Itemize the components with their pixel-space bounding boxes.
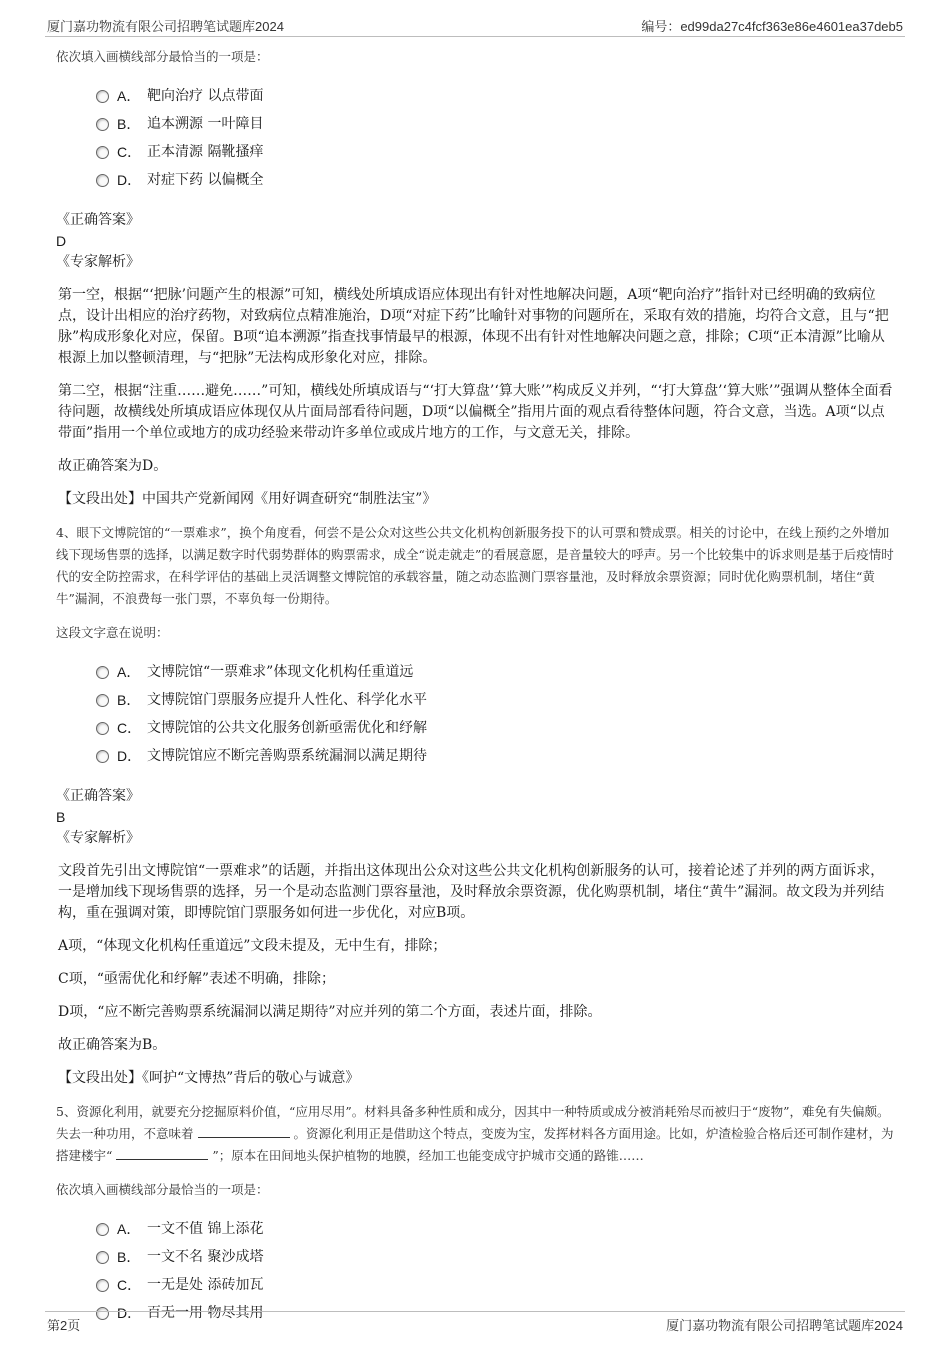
option-letter: A． [117,664,141,680]
page-footer [45,1311,905,1336]
page-content [56,46,896,1343]
q3-option-c[interactable] [96,138,896,166]
q3-option-b[interactable] [96,110,896,138]
radio-icon[interactable] [96,174,109,187]
q4-prompt: 这段文字意在说明： [56,625,169,640]
option-letter: D． [117,172,142,188]
q3-analysis-tag: 《专家解析》 [56,254,140,270]
q5-option-a[interactable] [96,1215,896,1243]
q5-question [56,1101,896,1167]
option-text: 文博院馆“一票难求”体现文化机构任重道远 [147,664,414,680]
option-letter: A． [117,1221,141,1237]
q3-analysis-p2: 第二空，根据“注重……避免……”可知，横线处所填成语与“‘打大算盘’‘算大账’”构成反义并列，“‘打大算盘’‘算大账’”强调从整体全面看待问题，故横线处所填成语应体现仅从片面局部看待问题，D项“以偏概全”指用片面的观点看待整体问题，符合文意，当选。A项“以点带面”指用一个单位或地方的成功经验来带动许多单位或成片地方的工作，与文意无关，排除。 [58,383,893,441]
option-letter: B． [117,1249,141,1265]
q4-analysis-a: A项，“体现文化机构任重道远”文段未提及，无中生有，排除； [58,938,447,954]
option-letter: D． [117,1305,142,1321]
q3-option-a[interactable] [96,82,896,110]
option-letter: C． [117,144,142,160]
q5-text-part1: 5、资源化利用，就要充分挖掘原料价值，“应用尽用”。材料具备多种性质和成分，因其中一种特质或成分被消耗殆尽而被归于“废物”，难免有失偏颇。失去一种功用，不意味着 [56,1104,890,1141]
q4-answer: B [56,809,66,825]
q5-option-c[interactable] [96,1271,896,1299]
q4-option-c[interactable] [96,714,896,742]
radio-icon[interactable] [96,666,109,679]
q5-blank-2 [116,1145,208,1160]
option-text: 追本溯源 一叶障目 [147,116,264,132]
radio-icon[interactable] [96,146,109,159]
option-letter: C． [117,1277,142,1293]
q5-text-part3: ”；原本在田间地头保护植物的地膜，经加工也能变成守护城市交通的路锥…… [212,1148,644,1163]
header-doc-id: 编号：ed99da27c4fcf363e86e4601ea37deb5 [641,19,903,34]
q4-analysis-c: C项，“亟需优化和纾解”表述不明确，排除； [58,971,336,987]
option-text: 一文不名 聚沙成塔 [147,1249,264,1265]
q4-analysis-p1: 文段首先引出文博院馆“一票难求”的话题，并指出这体现出公众对这些公共文化机构创新服务的认可，接着论述了并列的两方面诉求，一是增加线下现场售票的选择，另一个是动态监测门票容量池，及时释放余票资源，优化购票机制，堵住“黄牛”漏洞。故文段为并列结构，重在强调对策，即博院馆门票服务如何进一步优化，对应B项。 [58,863,885,921]
radio-icon[interactable] [96,90,109,103]
q4-analysis-d: D项，“应不断完善购票系统漏洞以满足期待”对应并列的第二个方面，表述片面，排除。 [58,1004,602,1020]
q3-source: 【文段出处】中国共产党新闻网《用好调查研究“制胜法宝”》 [58,491,437,507]
q5-blank-1 [198,1123,290,1138]
option-text: 靶向治疗 以点带面 [147,88,264,104]
q3-prompt: 依次填入画横线部分最恰当的一项是： [56,49,269,64]
radio-icon[interactable] [96,750,109,763]
page-number: 第2页 [47,1318,81,1333]
q3-analysis-p1: 第一空，根据“‘把脉’问题产生的根源”可知，横线处所填成语应体现出有针对性地解决问题，A项“靶向治疗”指针对已经明确的致病位点，设计出相应的治疗药物，对致病位点精准施治，D项“对症下药”比喻针对事物的问题所在，采取有效的措施，均符合文意，且与“把脉”构成形象化对应，保留。B项“追本溯源”指查找事情最早的根源，体现不出有针对性地解决问题之意，排除；C项“正本清源”比喻从根源上加以整顿清理，与“把脉”无法构成形象化对应，排除。 [58,287,889,366]
q3-answer: D [56,233,67,249]
radio-icon[interactable] [96,1223,109,1236]
option-text: 对症下药 以偏概全 [147,172,264,188]
q3-option-d[interactable] [96,166,896,194]
q4-option-a[interactable] [96,658,896,686]
q5-prompt: 依次填入画横线部分最恰当的一项是： [56,1182,269,1197]
q4-answer-tag: 《正确答案》 [56,788,140,804]
option-text: 一文不值 锦上添花 [147,1221,264,1237]
option-letter: A． [117,88,141,104]
radio-icon[interactable] [96,722,109,735]
q5-option-b[interactable] [96,1243,896,1271]
option-letter: C． [117,720,142,736]
header-title: 厦门嘉功物流有限公司招聘笔试题库2024 [47,19,284,34]
q4-source: 【文段出处】《呵护“文博热”背后的敬心与诚意》 [58,1070,360,1086]
option-text: 正本清源 隔靴搔痒 [147,144,264,160]
q4-option-b[interactable] [96,686,896,714]
q5-text-part2: 。资源化利用正是借助这个特点，变废为宝，发挥材料各方面用途。比如，炉渣检验合格后还可制作建材，为搭建楼宇“ [56,1126,894,1163]
option-text: 一无是处 添砖加瓦 [147,1277,264,1293]
option-text: 文博院馆门票服务应提升人性化、科学化水平 [147,692,427,708]
q4-question: 4、眼下文博院馆的“一票难求”，换个角度看，何尝不是公众对这些公共文化机构创新服务投下的认可票和赞成票。相关的讨论中，在线上预约之外增加线下现场售票的选择，以满足数字时代弱势群体的购票需求，成全“说走就走”的看展意愿，是音量较大的呼声。另一个比较集中的诉求则是基于后疫情时代的安全防控需求，在科学评估的基础上灵活调整文博院馆的承载容量，随之动态监测门票容量池，及时释放余票资源；同时优化购票机制，堵住“黄牛”漏洞，不浪费每一张门票，不辜负每一份期待。 [56,525,894,606]
option-text: 文博院馆的公共文化服务创新亟需优化和纾解 [147,720,427,736]
option-letter: B． [117,692,141,708]
q3-analysis-conclusion: 故正确答案为D。 [58,458,168,474]
radio-icon[interactable] [96,118,109,131]
option-text: 文博院馆应不断完善购票系统漏洞以满足期待 [147,748,427,764]
q4-analysis-tag: 《专家解析》 [56,830,140,846]
radio-icon[interactable] [96,1279,109,1292]
option-letter: B． [117,116,141,132]
q4-analysis-conclusion: 故正确答案为B。 [58,1037,167,1053]
option-text: 百无一用 物尽其用 [147,1305,264,1321]
page-header [45,14,905,37]
radio-icon[interactable] [96,694,109,707]
radio-icon[interactable] [96,1251,109,1264]
q4-options [96,658,896,770]
q3-options [96,82,896,194]
option-letter: D． [117,748,142,764]
q3-answer-tag: 《正确答案》 [56,212,140,228]
footer-title: 厦门嘉功物流有限公司招聘笔试题库2024 [666,1318,903,1333]
q4-option-d[interactable] [96,742,896,770]
